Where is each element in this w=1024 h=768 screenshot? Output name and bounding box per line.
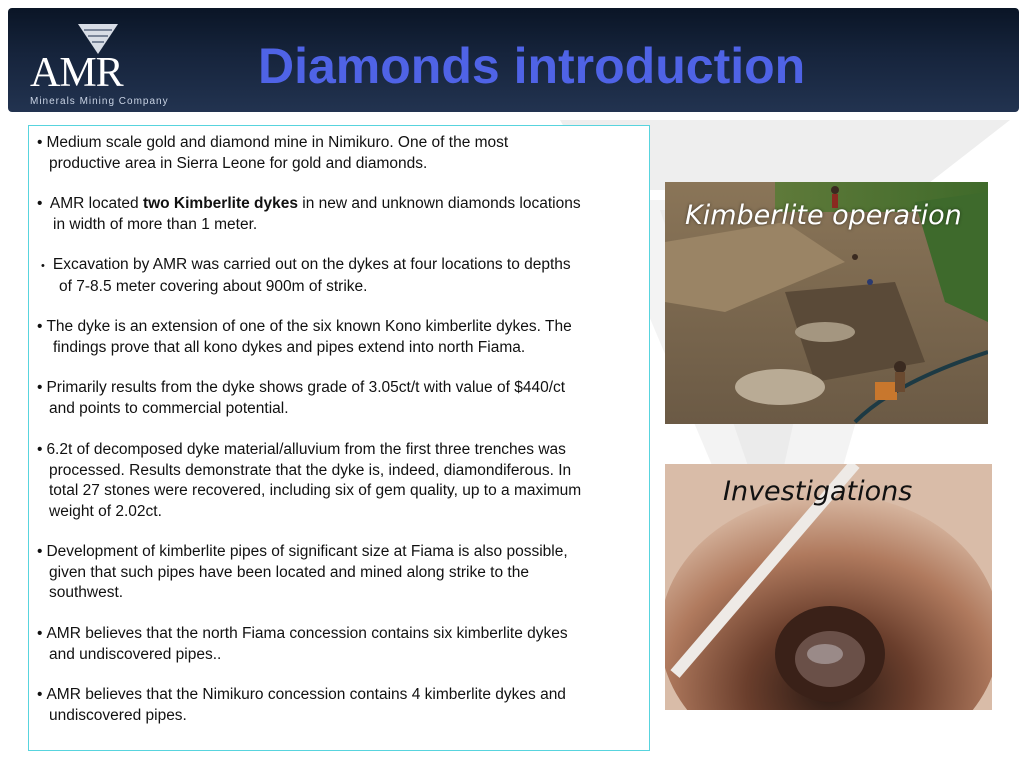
- content-text-box: [28, 125, 650, 751]
- bullet-1: • Medium scale gold and diamond mine in Nimikuro. One of the most productive area in Sierra Leone for gold and diamonds.: [37, 133, 647, 174]
- kimberlite-operation-photo: [665, 182, 988, 424]
- bullet-3: • Excavation by AMR was carried out on the dykes at four locations to depths of 7-8.5 meter covering about 900m of strike.: [37, 255, 647, 297]
- bullet-7-line2: given that such pipes have been located and mined along strike to the: [49, 563, 529, 581]
- bullet-6-line1: 6.2t of decomposed dyke material/alluvium from the first three trenches was: [46, 441, 566, 458]
- bullet-3-line1: Excavation by AMR was carried out on the dykes at four locations to depths: [52, 256, 571, 273]
- logo-name: AMR: [30, 50, 123, 96]
- bullet-7-line1: Development of kimberlite pipes of significant size at Fiama is also possible,: [46, 543, 568, 560]
- bullet-5-line1: Primarily results from the dyke shows grade of 3.05ct/t with value of $440/ct: [46, 379, 566, 396]
- bullet-3-line2: of 7-8.5 meter covering about 900m of strike.: [59, 277, 368, 295]
- bullet-7: • Development of kimberlite pipes of significant size at Fiama is also possible, given that such pipes have been located and mined along strike to the southwest.: [37, 542, 647, 604]
- bullet-5: • Primarily results from the dyke shows grade of 3.05ct/t with value of $440/ct and points to commercial potential.: [37, 378, 647, 419]
- kimberlite-operation-label: Kimberlite operation: [685, 200, 962, 231]
- bullet-8-line1: AMR believes that the north Fiama concession contains six kimberlite dykes: [46, 625, 568, 642]
- bullet-6-line2: processed. Results demonstrate that the dyke is, indeed, diamondiferous. In: [49, 461, 572, 479]
- bullet-9-line1: AMR believes that the Nimikuro concession contains 4 kimberlite dykes and: [46, 686, 566, 703]
- amr-logo: [30, 22, 170, 107]
- bullet-1-line2: productive area in Sierra Leone for gold and diamonds.: [49, 154, 428, 172]
- bullet-4-line1: The dyke is an extension of one of the six known Kono kimberlite dykes. The: [46, 318, 572, 335]
- bullet-2-pre: AMR located: [49, 195, 143, 212]
- bullet-2: • AMR located two Kimberlite dykes in new and unknown diamonds locations in width of more than 1 meter.: [37, 194, 647, 235]
- page-title: Diamonds introduction: [258, 38, 806, 94]
- investigations-photo: [665, 464, 992, 710]
- bullet-8: • AMR believes that the north Fiama concession contains six kimberlite dykes and undiscovered pipes..: [37, 624, 647, 665]
- bullet-4-line2: findings prove that all kono dykes and pipes extend into north Fiama.: [53, 338, 526, 356]
- bullet-1-line1: Medium scale gold and diamond mine in Nimikuro. One of the most: [46, 134, 509, 151]
- bullet-5-line2: and points to commercial potential.: [49, 399, 289, 417]
- bullet-6-line3: total 27 stones were recovered, including six of gem quality, up to a maximum: [49, 482, 582, 499]
- bullet-9-line2: undiscovered pipes.: [49, 706, 187, 724]
- bullet-2-line2: in width of more than 1 meter.: [53, 215, 258, 233]
- bullet-6: • 6.2t of decomposed dyke material/alluvium from the first three trenches was processed. Results demonstrate that the dyke is, indeed, diamondiferous. In total 27 stones were recovered, including six of gem quality, up to a maximum weight of 2.02ct.: [37, 440, 647, 522]
- bullet-8-line2: and undiscovered pipes..: [49, 645, 222, 663]
- bullet-9: • AMR believes that the Nimikuro concession contains 4 kimberlite dykes and undiscovered pipes.: [37, 685, 647, 726]
- bullet-7-line3: southwest.: [49, 584, 124, 601]
- investigations-label: Investigations: [723, 476, 913, 507]
- bullet-4: • The dyke is an extension of one of the six known Kono kimberlite dykes. The findings prove that all kono dykes and pipes extend into north Fiama.: [37, 317, 647, 358]
- logo-subtitle: Minerals Mining Company: [30, 96, 169, 107]
- bullet-2-post: in new and unknown diamonds locations: [297, 195, 581, 212]
- bullet-2-bold: two Kimberlite dykes: [142, 195, 298, 212]
- header-bar: [8, 8, 1019, 112]
- bullet-6-line4: weight of 2.02ct.: [49, 502, 162, 520]
